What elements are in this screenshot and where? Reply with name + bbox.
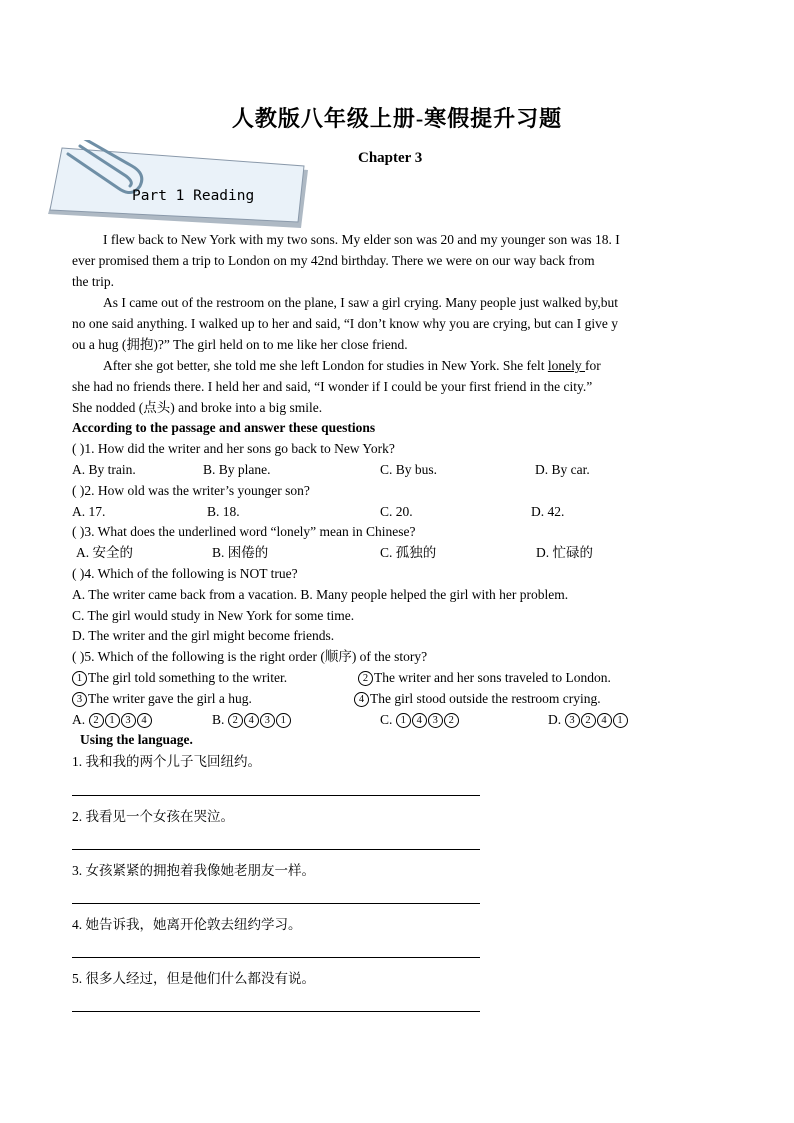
order-item: 2 The writer and her sons traveled to London.: [358, 667, 611, 688]
order-option-d: D. 3 2 4 1: [548, 709, 629, 730]
translation-item: 5. 很多人经过，但是他们什么都没有说。: [72, 971, 315, 986]
passage-line: I flew back to New York with my two sons. My elder son was 20 and my younger son was 18. I: [103, 232, 620, 247]
order-item: 4 The girl stood outside the restroom crying.: [354, 688, 601, 709]
option-d: D. By car.: [535, 462, 590, 477]
passage-line: As I came out of the restroom on the plane, I saw a girl crying. Many people just walked by,but: [103, 295, 618, 310]
underlined-word: lonely: [547, 358, 586, 373]
passage-line: ou a hug (拥抱)?” The girl held on to me like her close friend.: [72, 337, 408, 352]
answer-line[interactable]: [72, 903, 480, 904]
answer-line[interactable]: [72, 957, 480, 958]
section-heading: Using the language.: [80, 732, 193, 747]
section-label: Part 1 Reading: [132, 188, 255, 204]
option-c: C. 20.: [380, 504, 413, 519]
circled-number: 3: [72, 692, 87, 707]
question-stem: ( )5. Which of the following is the right order (顺序) of the story?: [72, 649, 428, 664]
order-item: 1 The girl told something to the writer.: [72, 667, 287, 688]
translation-item: 2. 我看见一个女孩在哭泣。: [72, 809, 234, 824]
option-b: B. 困倦的: [212, 545, 269, 560]
question-stem: ( )4. Which of the following is NOT true?: [72, 566, 298, 581]
order-option-a: A. 2 1 3 4: [72, 709, 153, 730]
paperclip-banner: [46, 140, 316, 230]
question-stem: ( )2. How old was the writer’s younger son?: [72, 483, 310, 498]
option-d: D. 忙碌的: [536, 545, 593, 560]
option-b: B. By plane.: [203, 462, 271, 477]
answer-line[interactable]: [72, 1011, 480, 1012]
question-stem: ( )3. What does the underlined word “lonely” mean in Chinese?: [72, 524, 416, 539]
circled-number: 1: [72, 671, 87, 686]
order-option-b: B. 2 4 3 1: [212, 709, 292, 730]
passage-line: ever promised them a trip to London on my 42nd birthday. There we were on our way back from: [72, 253, 595, 268]
option-a: A. 17.: [72, 504, 106, 519]
page-title: 人教版八年级上册-寒假提升习题: [231, 106, 563, 131]
option-c: C. 孤独的: [380, 545, 437, 560]
answer-line[interactable]: [72, 795, 480, 796]
translation-item: 1. 我和我的两个儿子飞回纽约。: [72, 754, 261, 769]
translation-item: 3. 女孩紧紧的拥抱着我像她老朋友一样。: [72, 863, 315, 878]
option-ab: A. The writer came back from a vacation. B. Many people helped the girl with her problem.: [72, 587, 569, 602]
option-d: D. 42.: [531, 504, 565, 519]
instructions: According to the passage and answer these questions: [72, 420, 376, 435]
chapter-heading: Chapter 3: [358, 150, 423, 166]
question-stem: ( )1. How did the writer and her sons go back to New York?: [72, 441, 395, 456]
passage-line: the trip.: [72, 274, 114, 289]
option-c: C. By bus.: [380, 462, 438, 477]
option-b: B. 18.: [207, 504, 240, 519]
passage-line: she had no friends there. I held her and said, “I wonder if I could be your first friend in the city.”: [72, 379, 593, 394]
circled-number: 4: [354, 692, 369, 707]
order-option-c: C. 1 4 3 2: [380, 709, 460, 730]
option-c: C. The girl would study in New York for some time.: [72, 608, 355, 623]
option-a: A. By train.: [72, 462, 136, 477]
passage-line: no one said anything. I walked up to her and said, “I don’t know why you are crying, but can I give y: [72, 316, 618, 331]
option-a: A. 安全的: [76, 545, 133, 560]
translation-item: 4. 她告诉我，她离开伦敦去纽约学习。: [72, 917, 302, 932]
order-item: 3 The writer gave the girl a hug.: [72, 688, 252, 709]
option-d: D. The writer and the girl might become friends.: [72, 628, 335, 643]
circled-number: 2: [358, 671, 373, 686]
answer-line[interactable]: [72, 849, 480, 850]
passage-line: After she got better, she told me she left London for studies in New York. She felt lonely for: [103, 358, 601, 373]
passage-line: She nodded (点头) and broke into a big smile.: [72, 400, 323, 415]
